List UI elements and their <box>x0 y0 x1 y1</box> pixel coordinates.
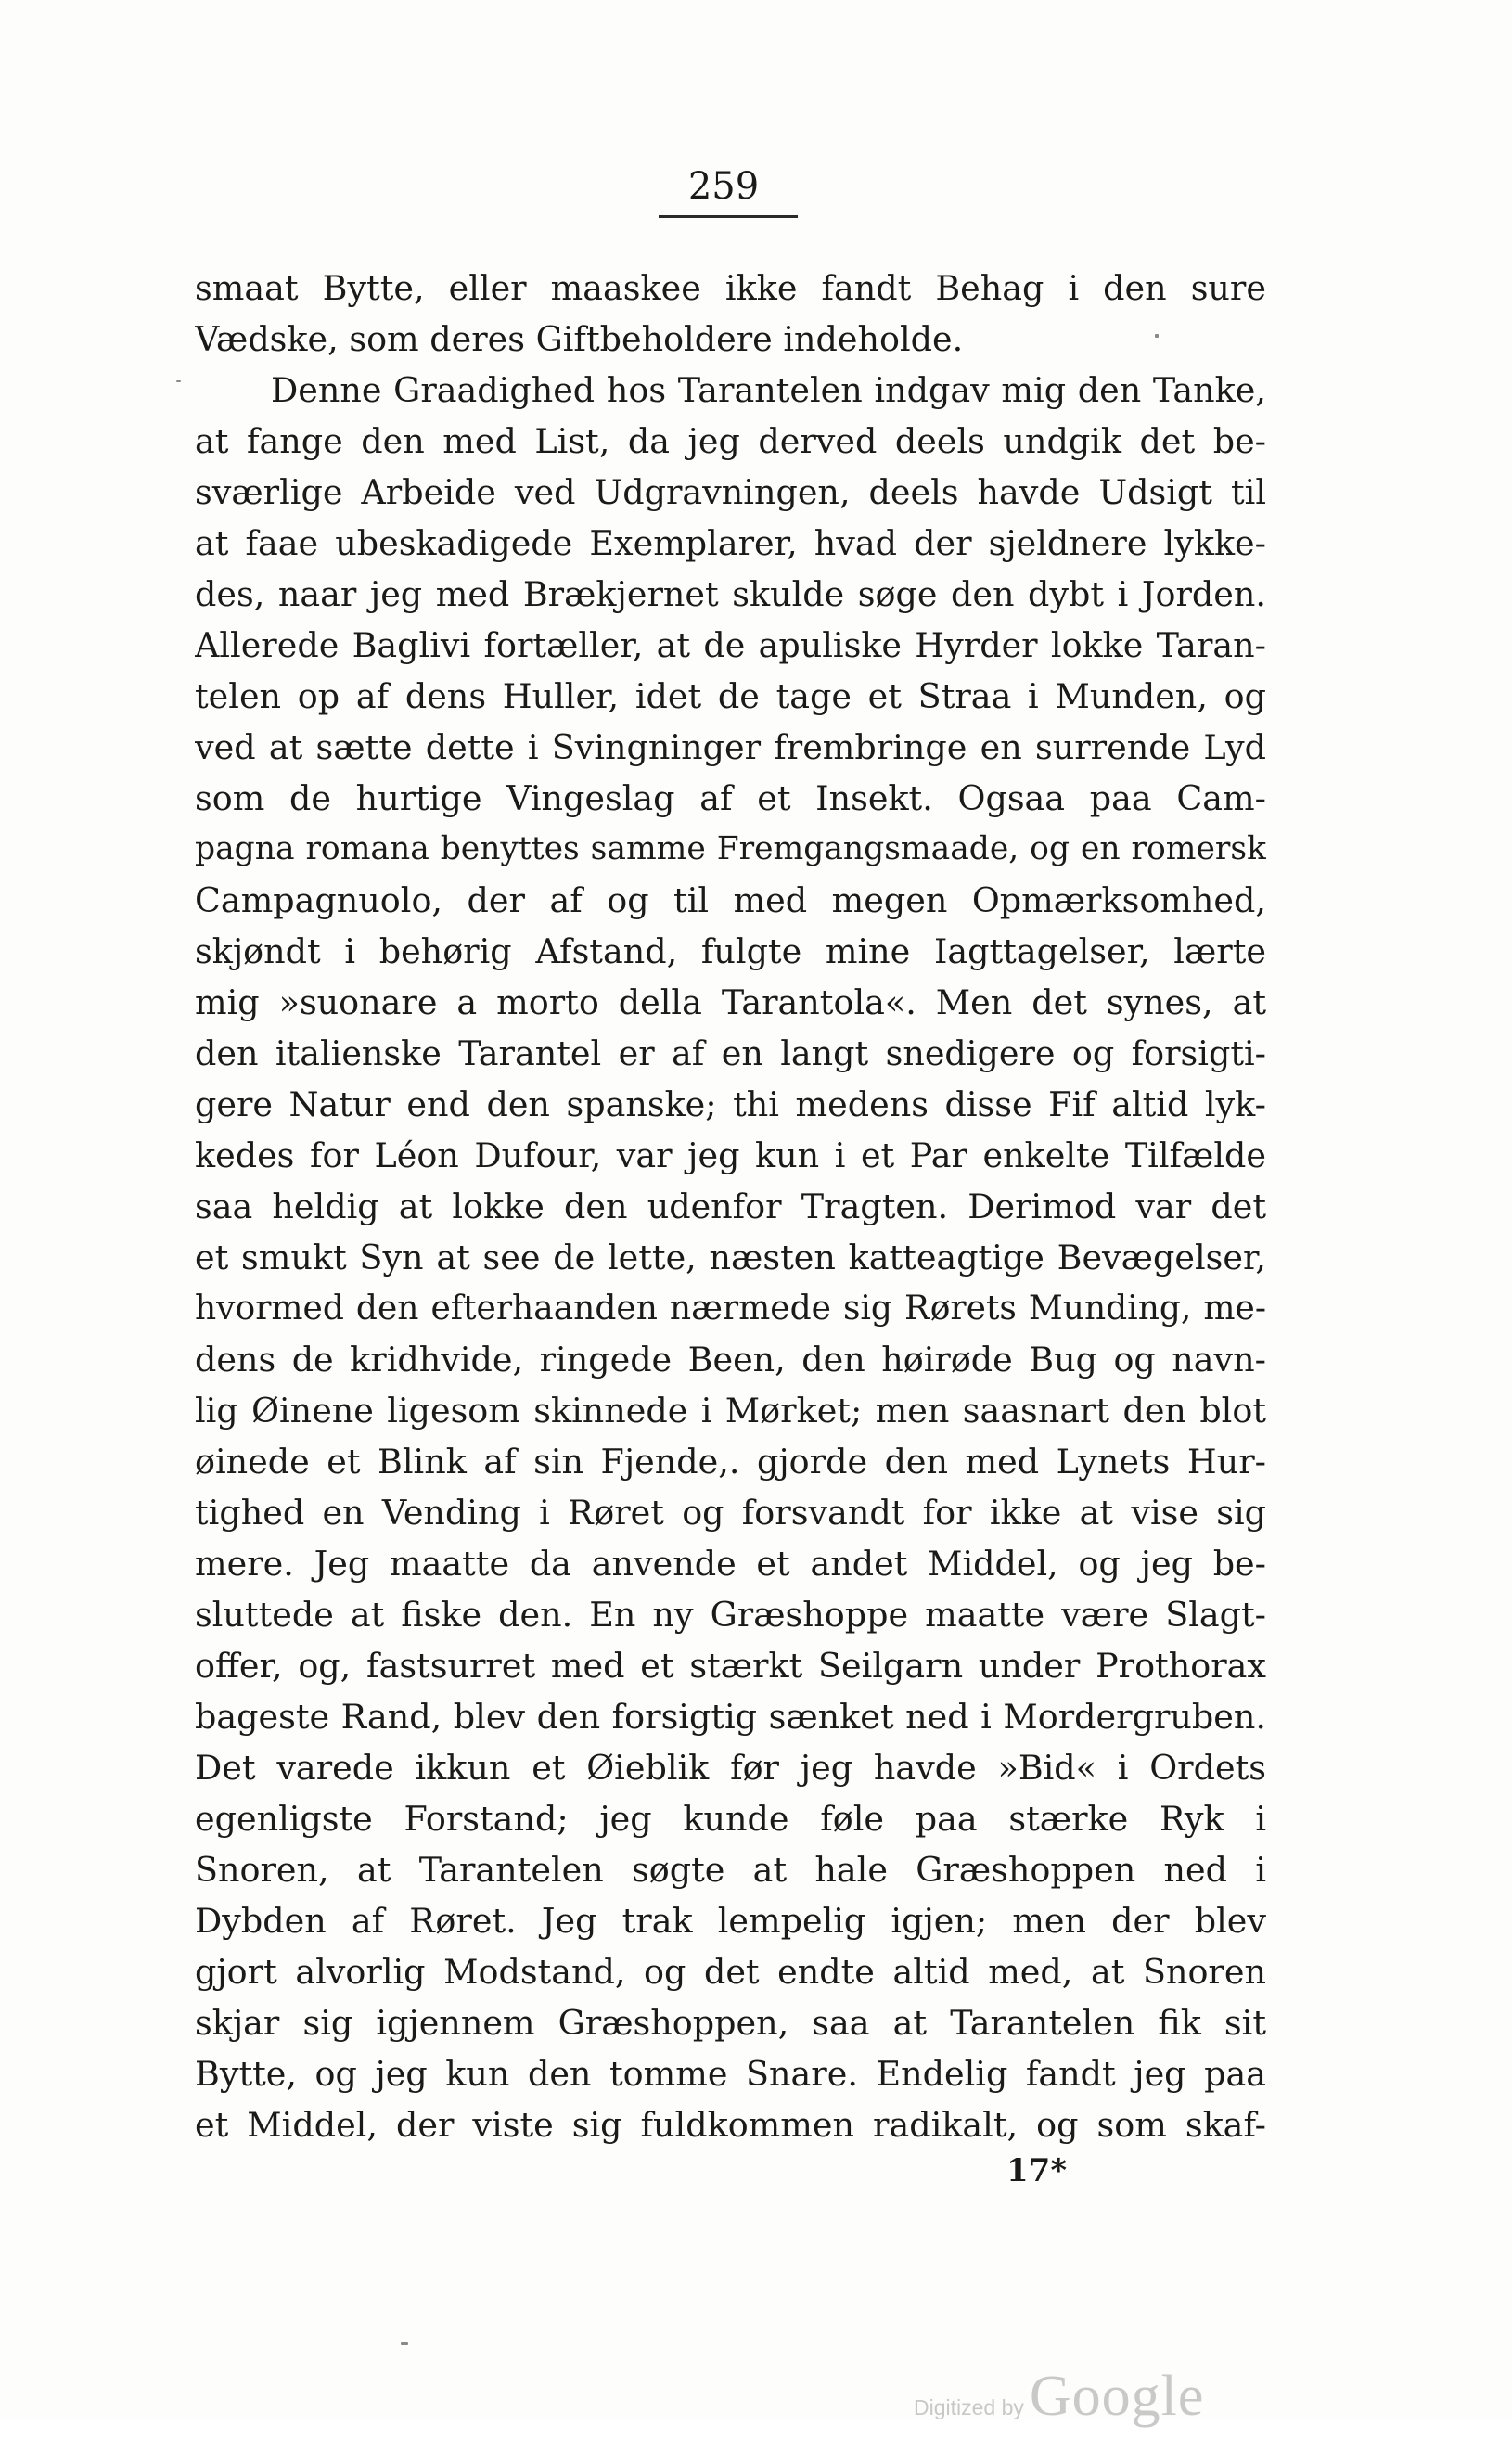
text-line: lig Øinene ligesom skinnede i Mørket; men saasnart den blot <box>195 1391 1266 1431</box>
text-line: smaat Bytte, eller maaskee ikke fandt Behag i den sure <box>195 268 1266 308</box>
text-line: des, naar jeg med Brækjernet skulde søge den dybt i Jorden. <box>195 574 1266 614</box>
text-line: kedes for Léon Dufour, var jeg kun i et Par enkelte Tilfælde <box>195 1136 1266 1175</box>
text-line: bageste Rand, blev den forsigtig sænket ned i Mordergruben. <box>195 1697 1266 1737</box>
text-line: mig »suonare a morto della Tarantola«. Men det synes, at <box>195 982 1266 1022</box>
text-line: Vædske, som deres Giftbeholdere indeholde. <box>195 319 964 359</box>
text-line: hvormed den efterhaanden nærmede sig Rørets Munding, me- <box>195 1290 1266 1328</box>
text-line: Campagnuolo, der af og til med megen Opmærksomhed, <box>195 880 1266 920</box>
body-text <box>195 263 1266 2150</box>
text-line: telen op af dens Huller, idet de tage et Straa i Munden, og <box>195 676 1266 716</box>
text-line: sværlige Arbeide ved Udgravningen, deels havde Udsigt til <box>195 472 1266 512</box>
text-line: den italienske Tarantel er af en langt snedigere og forsigti- <box>195 1033 1266 1073</box>
text-line: egenligste Forstand; jeg kunde føle paa stærke Ryk i <box>195 1799 1266 1839</box>
page-number-rule <box>659 215 798 218</box>
text-line: øinede et Blink af sin Fjende,. gjorde den med Lynets Hur- <box>195 1442 1266 1482</box>
text-line: Denne Graadighed hos Tarantelen indgav mig den Tanke, <box>271 370 1266 410</box>
scan-speck <box>1155 334 1159 338</box>
text-line: Allerede Baglivi fortæller, at de apuliske Hyrder lokke Taran- <box>195 625 1266 665</box>
text-line: dens de kridhvide, ringede Been, den høirøde Bug og navn- <box>195 1340 1266 1379</box>
text-line: skjøndt i behørig Afstand, fulgte mine Iagttagelser, lærte <box>195 931 1266 971</box>
page-number: 259 <box>687 165 760 208</box>
text-line: sluttede at fiske den. En ny Græshoppe maatte være Slagt- <box>195 1595 1266 1635</box>
text-line: Det varede ikkun et Øieblik før jeg havde »Bid« i Ordets <box>195 1748 1266 1788</box>
text-line: Bytte, og jeg kun den tomme Snare. Endelig fandt jeg paa <box>195 2054 1266 2094</box>
text-line: som de hurtige Vingeslag af et Insekt. Ogsaa paa Cam- <box>195 778 1266 818</box>
text-line: at fange den med List, da jeg derved deels undgik det be- <box>195 421 1266 461</box>
signature-mark: 17* <box>1006 2152 1068 2189</box>
scan-speck <box>176 380 181 382</box>
text-line: offer, og, fastsurret med et stærkt Seilgarn under Prothorax <box>195 1646 1266 1686</box>
text-line: Dybden af Røret. Jeg trak lempelig igjen; men der blev <box>195 1901 1266 1941</box>
digitized-watermark <box>914 2364 1204 2438</box>
text-line: Snoren, at Tarantelen søgte at hale Græshoppen ned i <box>195 1850 1266 1890</box>
text-line: et smukt Syn at see de lette, næsten katteagtige Bevægelser, <box>195 1238 1266 1277</box>
text-line: ved at sætte dette i Svingninger frembringe en surrende Lyd <box>195 727 1266 767</box>
text-line: gere Natur end den spanske; thi medens disse Fif altid lyk- <box>195 1084 1266 1124</box>
text-line: at faae ubeskadigede Exemplarer, hvad der sjeldnere lykke- <box>195 523 1266 563</box>
text-line: gjort alvorlig Modstand, og det endte altid med, at Snoren <box>195 1952 1266 1992</box>
text-line: pagna romana benyttes samme Fremgangsmaade, og en romersk <box>195 830 1266 867</box>
watermark-logo: Google <box>1029 2365 1205 2428</box>
text-line: saa heldig at lokke den udenfor Tragten. Derimod var det <box>195 1187 1266 1226</box>
text-line: et Middel, der viste sig fuldkommen radikalt, og som skaf- <box>195 2105 1266 2145</box>
text-line: skjar sig igjennem Græshoppen, saa at Tarantelen fik sit <box>195 2003 1266 2043</box>
watermark-prefix: Digitized by <box>914 2395 1024 2419</box>
text-line: tighed en Vending i Røret og forsvandt for ikke at vise sig <box>195 1493 1266 1533</box>
text-line: mere. Jeg maatte da anvende et andet Middel, og jeg be- <box>195 1544 1266 1584</box>
scan-speck <box>401 2342 408 2345</box>
